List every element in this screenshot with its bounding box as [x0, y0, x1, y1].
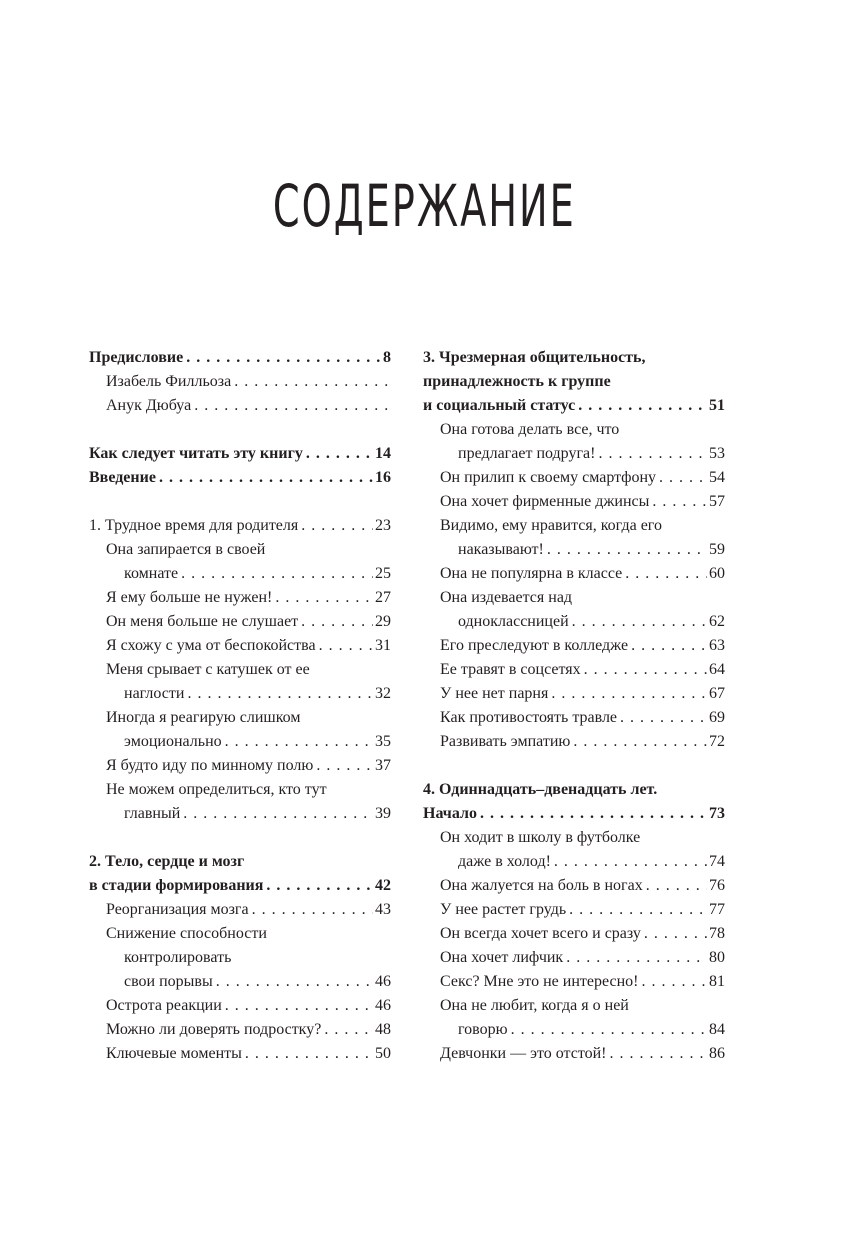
- toc-entry-title: Он прилип к своему смартфону: [440, 469, 657, 486]
- toc-entry-line: [89, 682, 391, 706]
- toc-entry-title: Его преследуют в колледже: [440, 637, 629, 654]
- toc-entry-line: [423, 730, 725, 754]
- toc-page-number: 43: [375, 901, 391, 918]
- toc-entry-title: Меня срывает с катушек от ее: [106, 661, 310, 678]
- toc-entry-title: Он меня больше не слушает: [106, 613, 299, 630]
- toc-entry-line: [89, 394, 391, 418]
- toc-entry-line: [89, 658, 391, 682]
- toc-entry-title: Введение: [89, 469, 156, 486]
- toc-page-number: 69: [709, 709, 725, 726]
- toc-page-number: 53: [709, 445, 725, 462]
- toc-entry-line: [89, 754, 391, 778]
- dot-leader: [183, 346, 381, 370]
- toc-entry-line: [89, 634, 391, 658]
- toc-entry-line: [423, 562, 725, 586]
- dot-leader: [566, 898, 707, 922]
- toc-subentry[interactable]: [423, 922, 725, 946]
- toc-subentry[interactable]: [423, 490, 725, 514]
- dot-leader: [628, 634, 707, 658]
- toc-subentry[interactable]: [89, 370, 391, 394]
- toc-entry-line: [89, 946, 391, 970]
- toc-entry-title: У нее растет грудь: [440, 901, 567, 918]
- toc-entry-line: [89, 610, 391, 634]
- toc-page-number: 63: [709, 637, 725, 654]
- dot-leader: [551, 850, 707, 874]
- toc-entry-title: 4. Одиннадцать–двенадцать лет.: [423, 781, 658, 798]
- toc-entry-title: Острота реакции: [106, 997, 222, 1014]
- toc-entry-title: 1. Трудное время для родителя: [89, 517, 299, 534]
- toc-subentry[interactable]: [423, 514, 725, 562]
- toc-subentry[interactable]: [89, 634, 391, 658]
- toc-entry-title: принадлежность к группе: [423, 373, 611, 390]
- toc-subentry[interactable]: [89, 754, 391, 778]
- toc-entry-line: [423, 682, 725, 706]
- toc-entry-title: У нее нет парня: [440, 685, 549, 702]
- toc-page-number: 25: [375, 565, 391, 582]
- toc-entry-title: и социальный статус: [423, 397, 576, 414]
- page-title: СОДЕРЖАНИЕ: [272, 172, 576, 240]
- toc-subentry[interactable]: [89, 610, 391, 634]
- dot-leader: [263, 874, 373, 898]
- dot-leader: [649, 490, 707, 514]
- toc-entry-line: [423, 586, 725, 610]
- section-spacer: [89, 490, 391, 514]
- toc-entry-title: Она издевается над: [440, 589, 573, 606]
- toc-entry-title: контролировать: [124, 949, 232, 966]
- toc-entry-line: [423, 970, 725, 994]
- toc-section-entry[interactable]: [423, 778, 725, 826]
- dot-leader: [544, 538, 707, 562]
- dot-leader: [477, 802, 707, 826]
- toc-page-number: 42: [375, 877, 391, 894]
- toc-section-entry[interactable]: [89, 346, 391, 370]
- toc-page-number: 59: [709, 541, 725, 558]
- toc-page-number: 81: [709, 973, 725, 990]
- dot-leader: [548, 682, 707, 706]
- toc-entry-title: Изабель Филльоза: [106, 373, 232, 390]
- section-spacer: [89, 418, 391, 442]
- dot-leader: [184, 682, 373, 706]
- toc-page-number: 29: [375, 613, 391, 630]
- toc-entry-line: [89, 874, 391, 898]
- toc-entry-line: [89, 562, 391, 586]
- toc-subentry[interactable]: [89, 1042, 391, 1066]
- toc-page-number: 23: [375, 517, 391, 534]
- toc-section-entry[interactable]: [89, 466, 391, 490]
- toc-section-entry[interactable]: [89, 442, 391, 466]
- toc-subentry[interactable]: [423, 682, 725, 706]
- toc-entry-line: [89, 922, 391, 946]
- toc-entry-title: комнате: [124, 565, 179, 582]
- toc-entry-line: [89, 538, 391, 562]
- toc-entry-title: Иногда я реагирую слишком: [106, 709, 301, 726]
- toc-subentry[interactable]: [423, 874, 725, 898]
- toc-subentry[interactable]: [423, 658, 725, 682]
- toc-entry-line: [89, 442, 391, 466]
- toc-entry-title: главный: [124, 805, 181, 822]
- toc-entry-line: [89, 778, 391, 802]
- toc-page-number: 78: [709, 925, 725, 942]
- toc-entry-title: одноклассницей: [458, 613, 569, 630]
- toc-entry-line: [89, 514, 391, 538]
- section-spacer: [89, 826, 391, 850]
- dot-leader: [242, 1042, 373, 1066]
- toc-entry-title: Реорганизация мозга: [106, 901, 249, 918]
- toc-page-number: 14: [375, 445, 391, 462]
- toc-page-number: 84: [709, 1021, 725, 1038]
- toc-entry-title: наказывают!: [458, 541, 544, 558]
- dot-leader: [617, 706, 707, 730]
- toc-entry-line: [423, 874, 725, 898]
- toc-entry-line: [423, 634, 725, 658]
- toc-entry-line: [89, 370, 391, 394]
- toc-subentry[interactable]: [423, 970, 725, 994]
- toc-entry-title: Как следует читать эту книгу: [89, 445, 303, 462]
- toc-subentry[interactable]: [423, 586, 725, 634]
- toc-entry-title: Секс? Мне это не интересно!: [440, 973, 639, 990]
- toc-page-number: 74: [709, 853, 725, 870]
- toc-subentry[interactable]: [423, 898, 725, 922]
- toc-page-number: 32: [375, 685, 391, 702]
- dot-leader: [191, 394, 389, 418]
- dot-leader: [272, 586, 373, 610]
- toc-entry-line: [423, 658, 725, 682]
- toc-page-number: 80: [709, 949, 725, 966]
- toc-page-number: 67: [709, 685, 725, 702]
- toc-subentry[interactable]: [423, 466, 725, 490]
- toc-entry-title: Она не популярна в классе: [440, 565, 623, 582]
- toc-subentry[interactable]: [89, 898, 391, 922]
- toc-column-left: [89, 346, 391, 1066]
- toc-entry-line: [423, 490, 725, 514]
- toc-entry-title: Ее травят в соцсетях: [440, 661, 581, 678]
- toc-entry-title: даже в холод!: [458, 853, 551, 870]
- dot-leader: [581, 658, 707, 682]
- toc-entry-line: [89, 850, 391, 874]
- toc-entry-line: [423, 394, 725, 418]
- toc-section-entry[interactable]: [89, 514, 391, 538]
- toc-entry-title: 2. Тело, сердце и мозг: [89, 853, 245, 870]
- toc-subentry[interactable]: [89, 994, 391, 1018]
- toc-entry-title: говорю: [458, 1021, 508, 1038]
- toc-page-number: 39: [375, 805, 391, 822]
- dot-leader: [575, 394, 707, 418]
- toc-subentry[interactable]: [89, 586, 391, 610]
- toc-entry-title: Она жалуется на боль в ногах: [440, 877, 643, 894]
- toc-subentry[interactable]: [423, 994, 725, 1042]
- toc-page-number: 31: [375, 637, 391, 654]
- toc-entry-line: [423, 706, 725, 730]
- toc-page-number: 73: [709, 805, 725, 822]
- toc-entry-title: Она не любит, когда я о ней: [440, 997, 629, 1014]
- dot-leader: [222, 994, 373, 1018]
- toc-entry-title: Девчонки — это отстой!: [440, 1045, 607, 1062]
- toc-page-number: 37: [375, 757, 391, 774]
- toc-subentry[interactable]: [89, 394, 391, 418]
- toc-entry-line: [423, 466, 725, 490]
- toc-entry-title: Она хочет лифчик: [440, 949, 564, 966]
- dot-leader: [656, 466, 707, 490]
- toc-page-number: 35: [375, 733, 391, 750]
- toc-entry-title: Он ходит в школу в футболке: [440, 829, 641, 846]
- toc-subentry[interactable]: [423, 730, 725, 754]
- toc-entry-title: Развивать эмпатию: [440, 733, 571, 750]
- toc-section-entry[interactable]: [423, 346, 725, 418]
- toc-page-number: 54: [709, 469, 725, 486]
- toc-entry-line: [423, 946, 725, 970]
- toc-subentry[interactable]: [89, 706, 391, 754]
- toc-page-number: 64: [709, 661, 725, 678]
- toc-entry-line: [423, 922, 725, 946]
- toc-entry-title: в стадии формирования: [89, 877, 264, 894]
- toc-entry-line: [89, 970, 391, 994]
- dot-leader: [569, 610, 707, 634]
- toc-page-number: 77: [709, 901, 725, 918]
- dot-leader: [563, 946, 707, 970]
- toc-subentry[interactable]: [89, 922, 391, 994]
- dot-leader: [298, 514, 373, 538]
- toc-page-number: 86: [709, 1045, 725, 1062]
- dot-leader: [222, 730, 373, 754]
- dot-leader: [321, 1018, 373, 1042]
- section-spacer: [423, 754, 725, 778]
- toc-entry-line: [423, 994, 725, 1018]
- toc-entry-title: Не можем определиться, кто тут: [106, 781, 327, 798]
- toc-entry-title: предлагает подруга!: [458, 445, 596, 462]
- toc-entry-line: [423, 370, 725, 394]
- toc-entry-line: [423, 418, 725, 442]
- toc-entry-title: наглости: [124, 685, 185, 702]
- toc-entry-title: Я ему больше не нужен!: [106, 589, 273, 606]
- toc-subentry[interactable]: [89, 778, 391, 826]
- toc-entry-line: [423, 898, 725, 922]
- dot-leader: [638, 970, 707, 994]
- toc-page-number: 8: [383, 349, 391, 366]
- dot-leader: [180, 802, 373, 826]
- dot-leader: [570, 730, 707, 754]
- toc-entry-title: Я схожу с ума от беспокойства: [106, 637, 316, 654]
- toc-page-number: 72: [709, 733, 725, 750]
- toc-entry-title: Как противостоять травле: [440, 709, 618, 726]
- toc-entry-line: [89, 586, 391, 610]
- toc-page-number: 50: [375, 1045, 391, 1062]
- toc-entry-line: [89, 994, 391, 1018]
- toc-entry-title: Она готова делать все, что: [440, 421, 620, 438]
- dot-leader: [508, 1018, 707, 1042]
- toc-page-number: 76: [709, 877, 725, 894]
- toc-entry-title: эмоционально: [124, 733, 222, 750]
- toc-page-number: 51: [709, 397, 725, 414]
- dot-leader: [213, 970, 373, 994]
- toc-entry-title: Она запирается в своей: [106, 541, 266, 558]
- toc-entry-title: Я будто иду по минному полю: [106, 757, 314, 774]
- toc-entry-title: свои порывы: [124, 973, 213, 990]
- toc-subentry[interactable]: [89, 1018, 391, 1042]
- toc-subentry[interactable]: [423, 562, 725, 586]
- toc-subentry[interactable]: [423, 826, 725, 874]
- toc-entry-line: [89, 898, 391, 922]
- toc-entry-title: Анук Дюбуа: [106, 397, 192, 414]
- dot-leader: [607, 1042, 708, 1066]
- toc-subentry[interactable]: [423, 418, 725, 466]
- toc-entry-line: [423, 778, 725, 802]
- dot-leader: [316, 634, 373, 658]
- toc-entry-line: [423, 1042, 725, 1066]
- toc-entry-line: [423, 1018, 725, 1042]
- dot-leader: [298, 610, 373, 634]
- toc-page-number: 48: [375, 1021, 391, 1038]
- dot-leader: [156, 466, 373, 490]
- toc-subentry[interactable]: [423, 634, 725, 658]
- toc-entry-line: [423, 826, 725, 850]
- toc-entry-title: Снижение способности: [106, 925, 267, 942]
- toc-page-number: 46: [375, 997, 391, 1014]
- toc-entry-line: [423, 442, 725, 466]
- dot-leader: [313, 754, 373, 778]
- toc-entry-title: 3. Чрезмерная общительность,: [423, 349, 646, 366]
- toc-page-number: 60: [709, 565, 725, 582]
- dot-leader: [622, 562, 707, 586]
- toc-entry-line: [89, 466, 391, 490]
- dot-leader: [178, 562, 373, 586]
- dot-leader: [231, 370, 389, 394]
- toc-entry-line: [89, 706, 391, 730]
- toc-entry-line: [423, 346, 725, 370]
- toc-entry-line: [423, 850, 725, 874]
- toc-entry-line: [89, 346, 391, 370]
- toc-entry-title: Он всегда хочет всего и сразу: [440, 925, 641, 942]
- toc-subentry[interactable]: [423, 706, 725, 730]
- dot-leader: [643, 874, 707, 898]
- toc-column-right: [423, 346, 725, 1066]
- toc-entry-title: Можно ли доверять подростку?: [106, 1021, 322, 1038]
- toc-section-entry[interactable]: [89, 850, 391, 898]
- toc-subentry[interactable]: [89, 658, 391, 706]
- toc-entry-title: Начало: [423, 805, 477, 822]
- toc-subentry[interactable]: [423, 1042, 725, 1066]
- toc-entry-title: Предисловие: [89, 349, 184, 366]
- toc-subentry[interactable]: [423, 946, 725, 970]
- toc-entry-line: [89, 1018, 391, 1042]
- toc-subentry[interactable]: [89, 538, 391, 586]
- toc-entry-line: [89, 1042, 391, 1066]
- dot-leader: [249, 898, 373, 922]
- toc-entry-line: [89, 730, 391, 754]
- toc-entry-line: [423, 514, 725, 538]
- toc-page-number: 62: [709, 613, 725, 630]
- toc-page-number: 57: [709, 493, 725, 510]
- toc-page-number: 46: [375, 973, 391, 990]
- toc-entry-line: [423, 610, 725, 634]
- toc-entry-title: Она хочет фирменные джинсы: [440, 493, 650, 510]
- toc-entry-line: [89, 802, 391, 826]
- toc-entry-title: Видимо, ему нравится, когда его: [440, 517, 662, 534]
- toc-entry-line: [423, 802, 725, 826]
- dot-leader: [303, 442, 373, 466]
- toc-entry-title: Ключевые моменты: [106, 1045, 242, 1062]
- toc-page-number: 16: [375, 469, 391, 486]
- toc-entry-line: [423, 538, 725, 562]
- dot-leader: [641, 922, 707, 946]
- dot-leader: [595, 442, 707, 466]
- toc-page-number: 27: [375, 589, 391, 606]
